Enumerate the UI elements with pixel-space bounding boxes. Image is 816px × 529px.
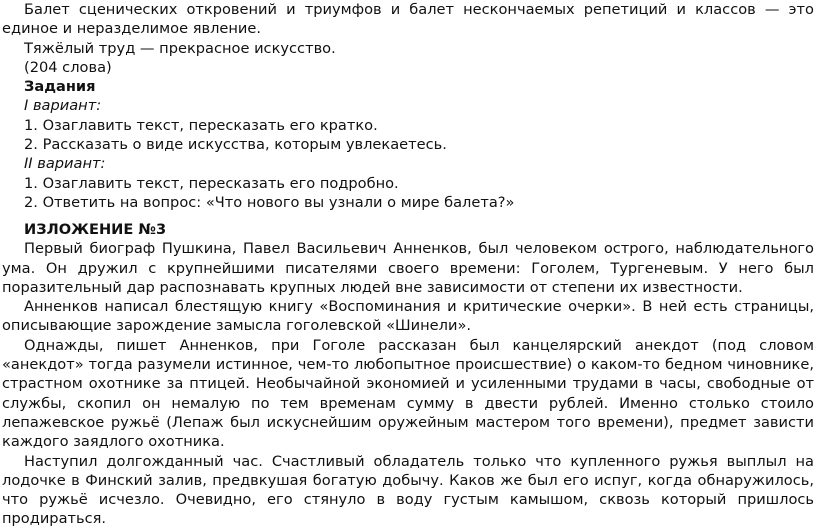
paragraph: Наступил долгожданный час. Счастливый обладатель только что купленного ружья выплыл на лодочке в Финский залив, предвкушая богатую добычу. Каков же был его испуг, когда обнаружилось, что ружьё исчезло. Очевидно, его стянуло в воду густым камышом, сквозь который пришлось продираться.: [2, 452, 814, 528]
variant-1-label: I вариант:: [24, 97, 102, 115]
word-count: (204 слова): [24, 58, 112, 76]
section-2: [2, 220, 814, 529]
intro-paragraph: Балет сценических откровений и триумфов и балет нескончаемых репетиций и классов — это единое и неразделимое явление.: [2, 1, 814, 38]
variant-1-item: 1. Озаглавить текст, пересказать его кратко.: [24, 116, 378, 134]
tasks-heading: Задания: [24, 78, 96, 96]
variant-2-label: II вариант:: [24, 155, 106, 173]
section-heading: ИЗЛОЖЕНИЕ №3: [24, 221, 167, 238]
paragraph: Анненков написал блестящую книгу «Воспоминания и критические очерки». В ней есть страницы, описывающие зарождение замысла гоголевской «Шинели».: [2, 298, 814, 335]
variant-1-item: 2. Рассказать о виде искусства, которым увлекаетесь.: [24, 136, 447, 154]
variant-2-item: 1. Озаглавить текст, пересказать его подробно.: [24, 174, 399, 192]
paragraph: Однажды, пишет Анненков, при Гоголе рассказан был канцелярский анекдот (под словом «анекдот» тогда разумели истинное, чем-то любопытное происшествие) о каком-то бедном чиновнике, страстном охотнике за птицей. Необычайной экономией и усиленными трудами в часы, свободные от службы, скопил он немалую по тем временам сумму в двести рублей. Именно столько стоило лепажевское ружьё (Лепаж был искуснейшим оружейным мастером того времени), предмет зависти каждого заядлого охотника.: [2, 336, 814, 451]
variant-2-item: 2. Ответить на вопрос: «Что нового вы узнали о мире балета?»: [24, 193, 515, 211]
closing-line: Тяжёлый труд — прекрасное искусство.: [24, 39, 336, 57]
section-1: [2, 0, 814, 212]
paragraph: Первый биограф Пушкина, Павел Васильевич Анненков, был человеком острого, наблюдательного ума. Он дружил с крупнейшими писателями своего времени: Гоголем, Тургеневым. У него был поразительный дар распознавать крупных людей вне зависимости от степени их известности.: [2, 240, 814, 296]
